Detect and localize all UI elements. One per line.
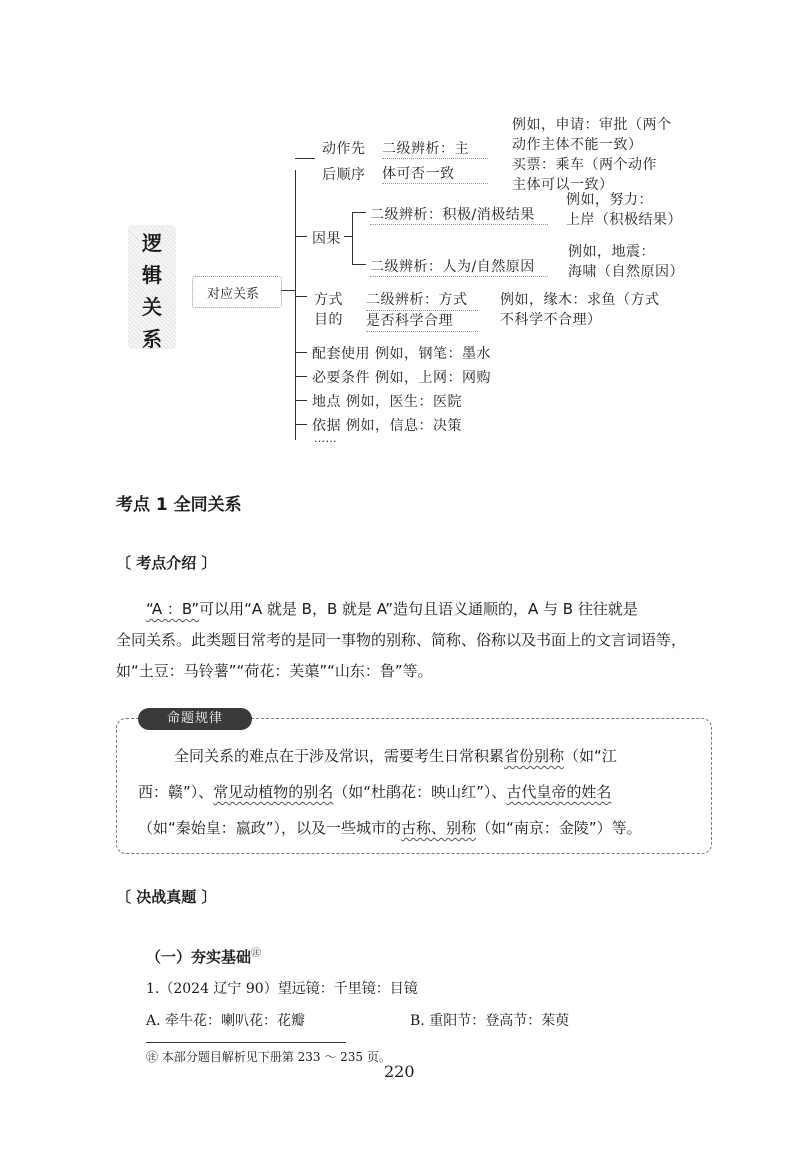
tip-label: 命题规律 — [138, 708, 252, 730]
bracket-line — [295, 400, 307, 401]
branch1-label — [322, 138, 366, 184]
sub-heading-text: （一）夯实基础 — [146, 948, 252, 966]
branch-item: 配套使用 例如，钢笔：墨水 — [312, 346, 491, 362]
branch2-sub2-example-line: 海啸（自然原因） — [568, 264, 684, 280]
tip-emphasis: 古代皇帝的姓名 — [506, 783, 612, 801]
branch3-label-line: 方式 — [314, 292, 343, 308]
bracket-line — [295, 236, 307, 237]
sub-bracket-line — [352, 212, 366, 213]
bracket-open: 〔 — [116, 888, 137, 906]
intro-text: 可以用“A 就是 B，B 就是 A”造句且语义通顺的，A 与 B 往往就是 — [199, 600, 638, 618]
bracket-line — [295, 424, 307, 425]
tip-text: 西：赣”）、 — [138, 783, 214, 801]
diagram-root-box — [128, 225, 176, 349]
tip-emphasis: 古称、别称 — [401, 819, 477, 837]
intro-line — [116, 594, 716, 625]
tip-line — [138, 738, 698, 774]
branch1-example-line: 买票：乘车（两个动作 — [512, 157, 657, 173]
option-a: A. 牵牛花：喇叭花：花瓣 — [146, 1013, 306, 1029]
tip-text: （如“杜鹃花：映山红”）、 — [333, 783, 507, 801]
exam-heading — [116, 886, 216, 907]
sub-bracket-line — [352, 212, 353, 264]
tip-text: 全同关系的难点在于涉及常识，需要考生日常积累 — [174, 747, 505, 765]
branch-item: 必要条件 例如，上网：网购 — [312, 370, 491, 386]
tip-line — [138, 810, 698, 846]
question-1: 1.（2024 辽宁 90）望远镜：千里镜：目镜 — [146, 981, 418, 997]
diagram-root-char: 关 — [142, 295, 162, 319]
tip-text: （如“秦始皇：嬴政”），以及一些城市的 — [138, 819, 402, 837]
sub-bracket-line — [352, 264, 366, 265]
intro-heading-text: 考点介绍 — [136, 554, 197, 572]
intro-line: 全同关系。此类题目常考的是同一事物的别称、简称、俗称以及书面上的文言词语等， — [116, 631, 687, 649]
sub-heading — [146, 944, 261, 967]
exam-heading-text: 决战真题 — [136, 888, 197, 906]
branch3-sub — [366, 290, 478, 332]
branch-item: 地点 例如，医生：医院 — [312, 394, 462, 410]
branch2-sub2-examples — [568, 242, 684, 282]
diagram-root-char: 辑 — [142, 263, 162, 287]
branch3-example-line: 例如，缘木：求鱼（方式 — [500, 292, 660, 308]
intro-line: 如“土豆：马铃薯”“荷花：芙蕖”“山东：鲁”等。 — [116, 662, 433, 680]
sub-bracket-line — [344, 236, 352, 237]
bracket-line — [295, 376, 307, 377]
diagram-relation-label: 对应关系 — [207, 287, 260, 302]
page-number: 220 — [384, 1062, 415, 1081]
branch3-label — [314, 290, 343, 330]
tip-emphasis: 常见动植物的别名 — [213, 783, 334, 801]
bracket-line — [295, 296, 307, 297]
branch1-sub-line: 体可否一致 — [382, 163, 488, 184]
note-mark-icon: ㊟ — [251, 948, 262, 959]
branch2-sub1-example-line: 上岸（积极结果） — [566, 212, 682, 228]
tip-emphasis: 省份别称 — [504, 747, 565, 765]
branch-item: 依据 例如，信息：决策 — [312, 418, 462, 434]
bracket-close: 〕 — [196, 554, 217, 572]
branch3-label-line: 目的 — [314, 312, 343, 328]
intro-heading — [116, 552, 216, 573]
branch3-examples — [500, 290, 660, 330]
intro-term: “A ：B” — [146, 600, 200, 618]
branch2-sub1: 二级辨析：积极/消极结果 — [370, 204, 548, 225]
branch1-sub-line: 二级辨析：主 — [382, 138, 488, 159]
branch1-label-line: 后顺序 — [322, 167, 366, 183]
bracket-open: 〔 — [116, 554, 137, 572]
branch1-sub — [382, 138, 488, 184]
branch3-sub-line: 二级辨析：方式 — [366, 290, 478, 311]
branch1-examples — [512, 115, 672, 195]
section-title: 考点 1 全同关系 — [116, 495, 242, 515]
branch1-example-line: 例如，申请：审批（两个 — [512, 117, 672, 133]
tip-paragraph — [138, 738, 698, 846]
bracket-close: 〕 — [196, 888, 217, 906]
branch2-sub2-example-line: 例如，地震： — [568, 244, 655, 260]
branch3-sub-line: 是否科学合理 — [366, 311, 478, 332]
branch1-example-line: 主体可以一致） — [512, 177, 614, 193]
option-b: B. 重阳节：登高节：茱萸 — [410, 1013, 570, 1029]
branch3-example-line: 不科学不合理） — [500, 312, 602, 328]
diagram-relation-box — [192, 276, 282, 308]
branch2-sub2: 二级辨析：人为/自然原因 — [370, 256, 548, 277]
branch1-example-line: 动作主体不能一致） — [512, 137, 643, 153]
tip-text: （如“南京：金陵”）等。 — [476, 819, 642, 837]
branch1-label-line: 动作先 — [322, 141, 366, 157]
footnote-rule — [146, 1042, 346, 1043]
branch2-sub1-example-line: 例如，努力： — [566, 192, 653, 208]
tip-text: （如“江 — [564, 747, 617, 765]
branch2-label: 因果 — [312, 231, 341, 247]
footnote: ㊟ 本部分题目解析见下册第 233 ～ 235 页。 — [146, 1050, 391, 1064]
diagram-root-char: 逻 — [142, 231, 162, 255]
bracket-line — [295, 158, 315, 159]
bracket-line — [295, 352, 307, 353]
intro-paragraph — [116, 594, 716, 687]
diagram-root-char: 系 — [142, 327, 162, 351]
tip-line — [138, 774, 698, 810]
branch2-sub1-examples — [566, 190, 682, 230]
branch-ellipsis: …… — [314, 432, 337, 445]
connector-line — [281, 290, 295, 291]
